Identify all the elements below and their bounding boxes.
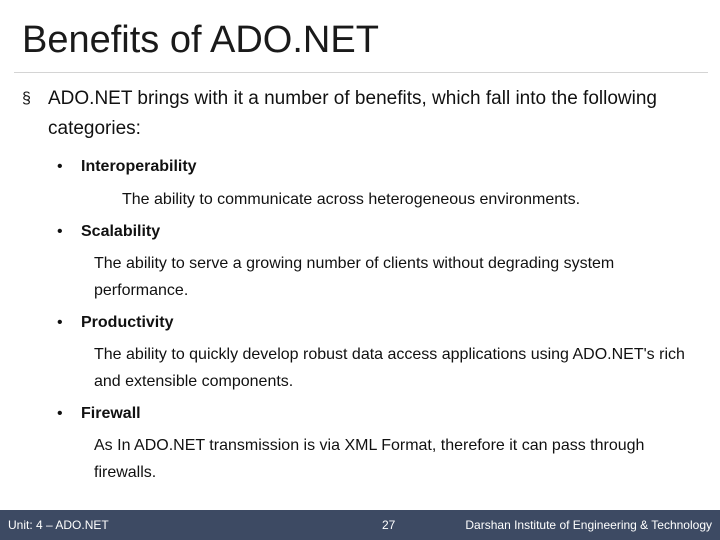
category-heading: Firewall bbox=[81, 405, 141, 422]
category-description: The ability to communicate across heterogeneous environments. bbox=[122, 191, 581, 208]
slide-title: Benefits of ADO.NET bbox=[22, 19, 379, 61]
footer-unit: Unit: 4 – ADO.NET bbox=[8, 518, 109, 532]
square-bullet-icon: § bbox=[22, 90, 31, 107]
category-description: The ability to serve a growing number of clients without degrading system performance. bbox=[94, 255, 615, 299]
category-description: The ability to quickly develop robust data access applications using ADO.NET's rich and extensible components. bbox=[94, 346, 685, 390]
bullet-icon: • bbox=[57, 405, 63, 422]
category-heading: Scalability bbox=[81, 223, 161, 240]
category-heading: Interoperability bbox=[81, 158, 197, 175]
category-description: As In ADO.NET transmission is via XML Format, therefore it can pass through firewalls. bbox=[94, 437, 645, 481]
slide-footer bbox=[0, 510, 720, 540]
title-divider bbox=[14, 72, 708, 73]
footer-page-number: 27 bbox=[382, 518, 396, 532]
footer-institute: Darshan Institute of Engineering & Technology bbox=[465, 518, 712, 532]
bullet-icon: • bbox=[57, 314, 63, 331]
bullet-icon: • bbox=[57, 223, 63, 240]
intro-text: ADO.NET brings with it a number of benefits, which fall into the following categories: bbox=[48, 88, 657, 139]
category-heading: Productivity bbox=[81, 314, 174, 331]
bullet-icon: • bbox=[57, 158, 63, 175]
